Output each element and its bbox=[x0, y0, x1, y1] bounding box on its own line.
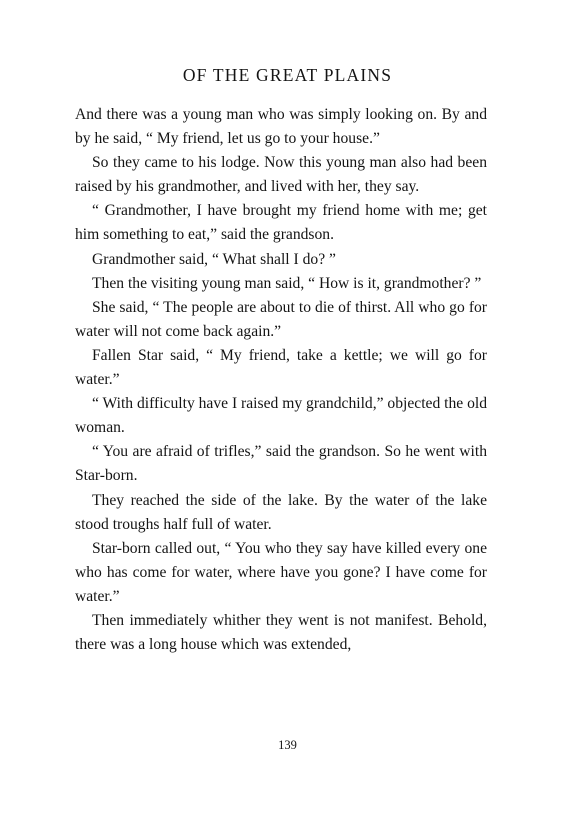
paragraph: Then immediately whither they went is not manifest. Behold, there was a long house which was extended, bbox=[75, 611, 487, 654]
paragraph: “ You are afraid of trifles,” said the grandson. So he went with Star-born. bbox=[75, 443, 487, 485]
paragraph: Fallen Star said, “ My friend, take a kettle; we will go for water.” bbox=[75, 346, 487, 389]
page-number: 139 bbox=[278, 738, 297, 752]
paragraph: Then the visiting young man said, “ How is it, grandmother? ” bbox=[92, 274, 482, 292]
paragraph: She said, “ The people are about to die of thirst. All who go for water will not come back again.” bbox=[75, 298, 487, 340]
paragraph: They reached the side of the lake. By the water of the lake stood troughs half full of water. bbox=[75, 491, 487, 533]
running-head: OF THE GREAT PLAINS bbox=[182, 65, 393, 85]
paragraph: “ With difficulty have I raised my grandchild,” objected the old woman. bbox=[75, 395, 488, 437]
paragraph: Grandmother said, “ What shall I do? ” bbox=[92, 250, 336, 268]
paragraph: So they came to his lodge. Now this young man also had been raised by his grandmother, and lived with her, they say. bbox=[75, 154, 487, 196]
paragraph: “ Grandmother, I have brought my friend home with me; get him something to eat,” said the grandson. bbox=[75, 202, 487, 244]
body-text bbox=[75, 103, 487, 657]
paragraph: And there was a young man who was simply looking on. By and by he said, “ My friend, let us go to your house.” bbox=[75, 106, 487, 148]
paragraph: Star-born called out, “ You who they say have killed every one who has come for water, where have you gone? I have come for water.” bbox=[75, 539, 487, 605]
